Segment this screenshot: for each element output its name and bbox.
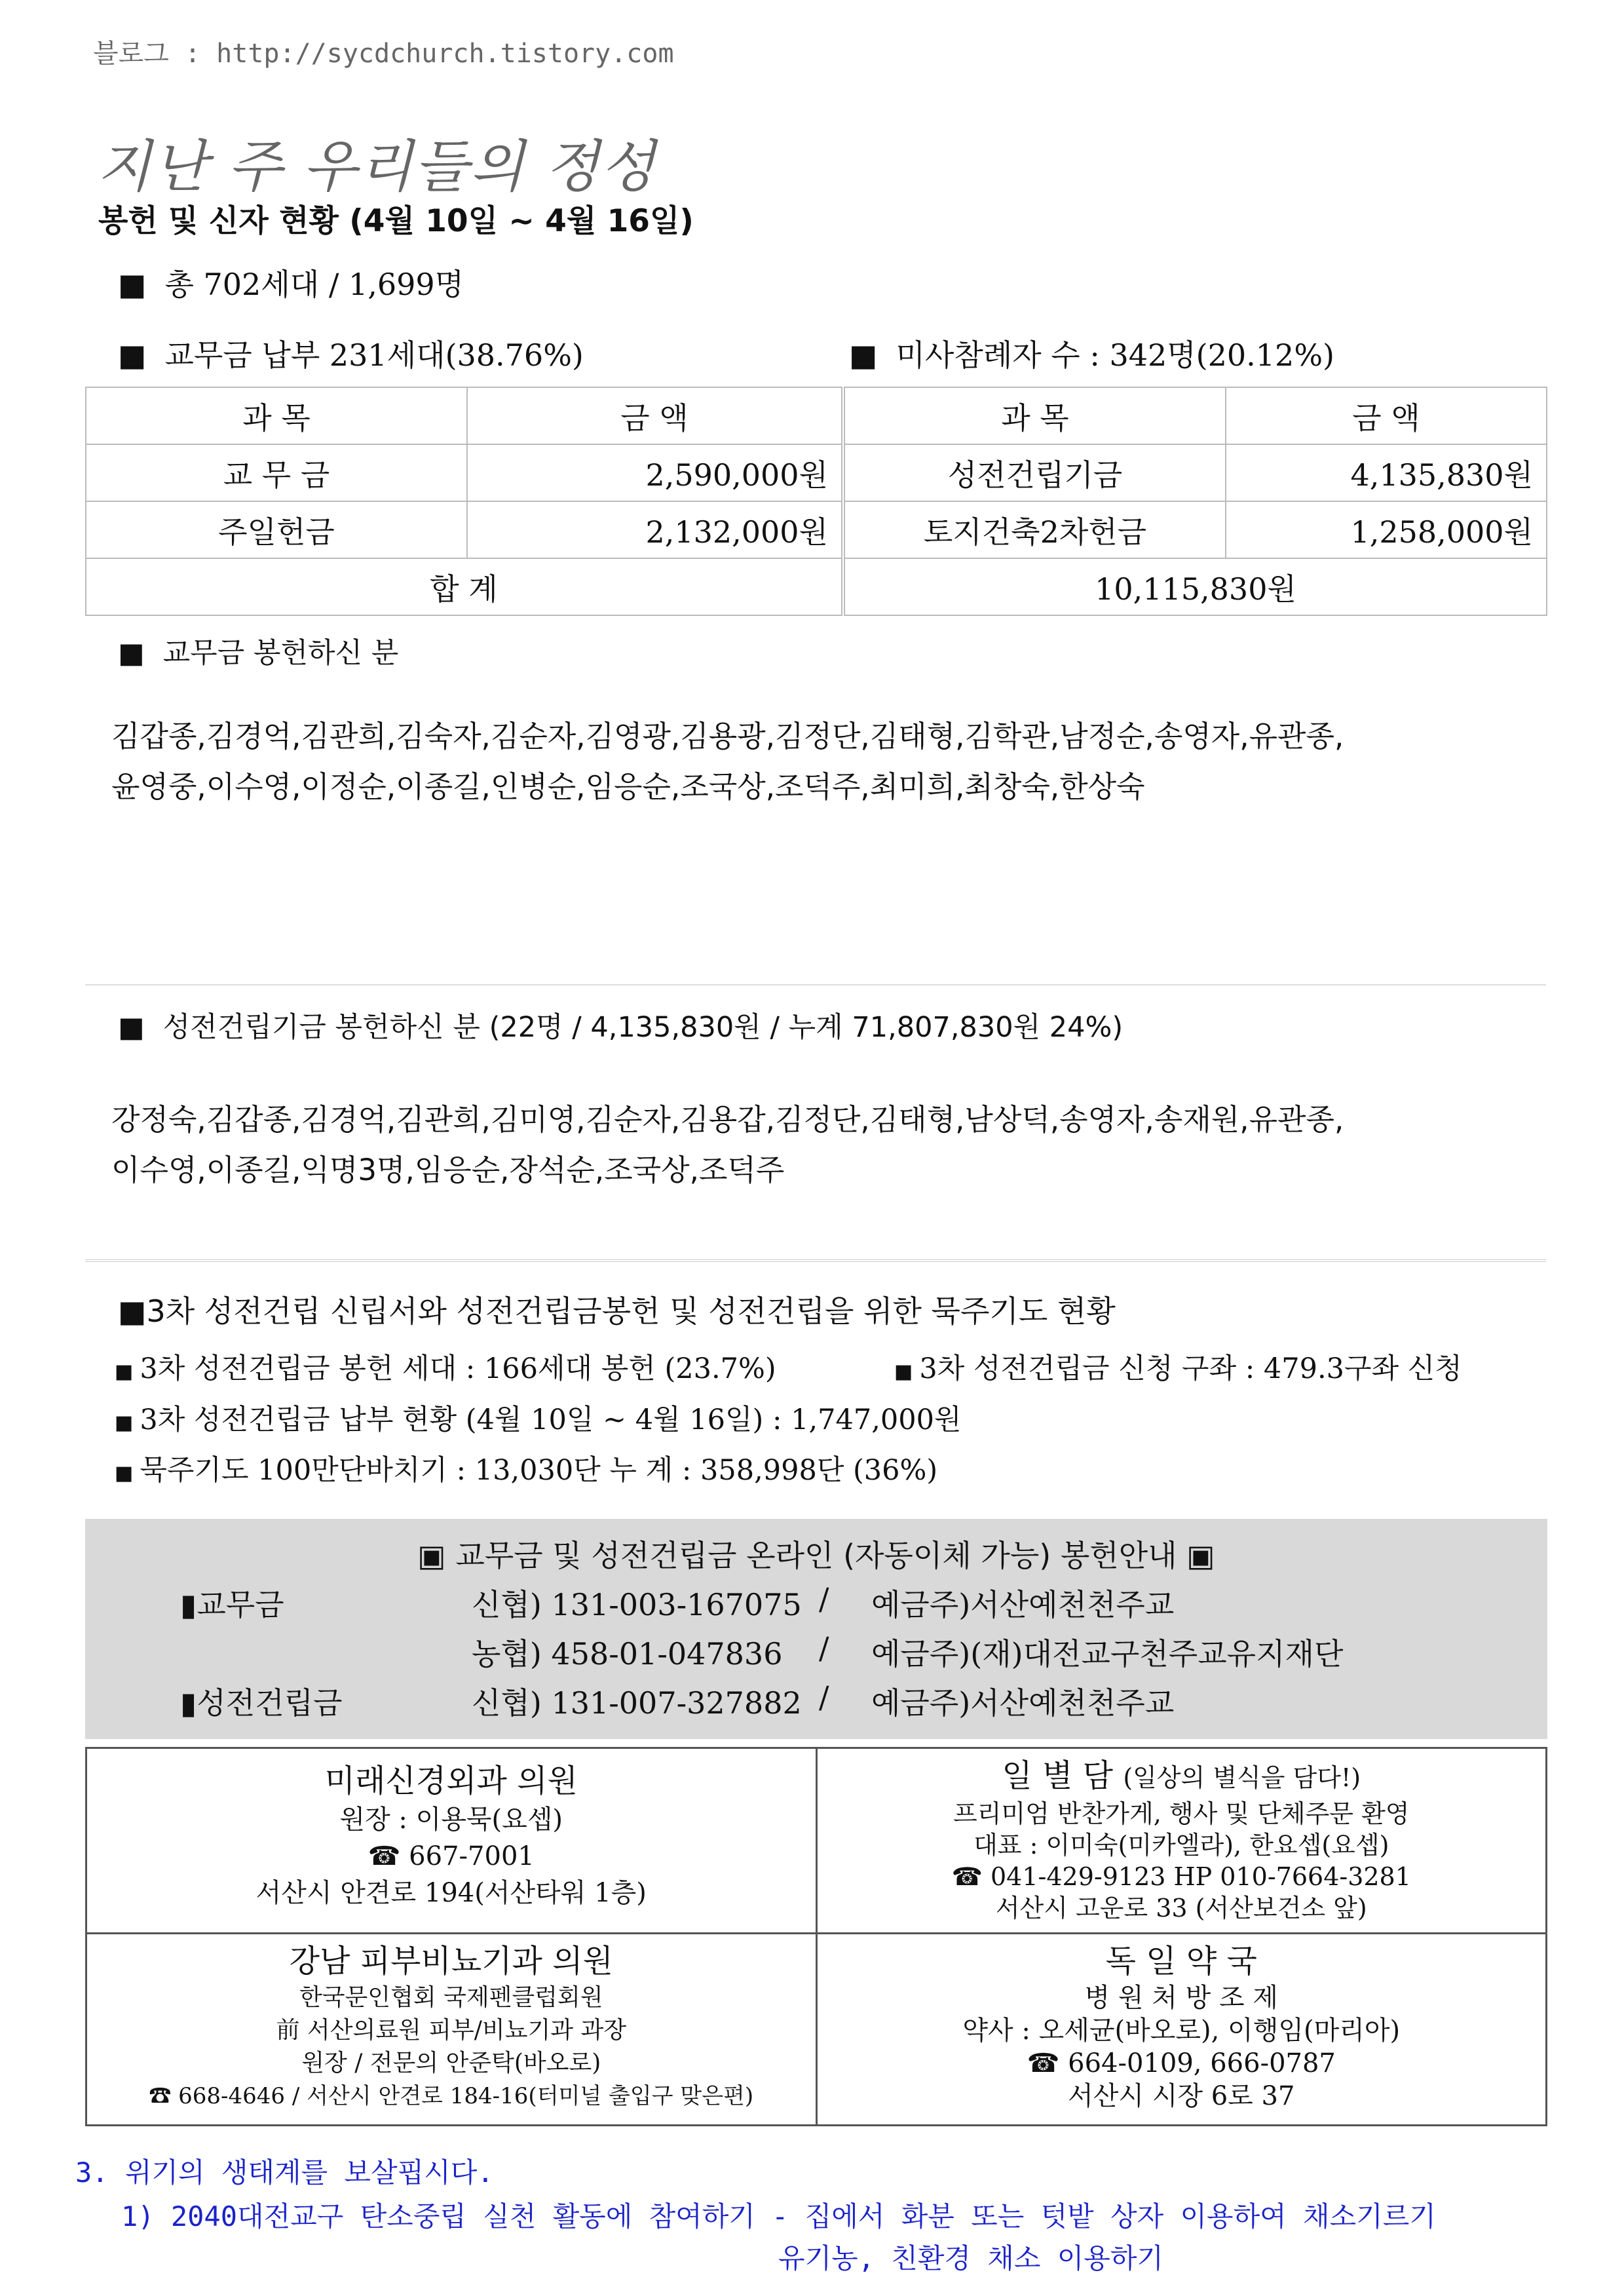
col-header: 과 목 (86, 387, 467, 444)
list-item: 김갑종,김경억,김관희,김숙자,김순자,김영광,김용광,김정단,김태형,김학관,남정순,송영자,유관종, (111, 719, 1344, 754)
ad-line: 프리미엄 반찬가게, 행사 및 단체주문 환영 (953, 1799, 1410, 1828)
table-cell: 주일헌금 (86, 501, 467, 558)
ecology-heading: 3. 위기의 생태계를 보살핍시다. (75, 2156, 494, 2189)
blog-url: 블로그 : http://sycdchurch.tistory.com (93, 39, 674, 69)
table-cell: 성전건립기금 (843, 444, 1226, 501)
boxed-square-icon: ▣ (417, 1538, 446, 1573)
bank-info-heading: ▣ 교무금 및 성전건립금 온라인 (자동이체 가능) 봉헌안내 ▣ (417, 1538, 1215, 1573)
bullet-icon: ■ (118, 1293, 147, 1329)
table-row (86, 444, 1547, 501)
ad-line: 병 원 처 방 조 제 (1084, 1983, 1278, 2013)
ad-address: 서산시 시장 6로 37 (1068, 2081, 1295, 2111)
table-total-row (86, 558, 1547, 615)
tithe-donors-heading: ■ 교무금 봉헌하신 분 (118, 637, 399, 670)
ad-line: 원장 : 이용묵(요셉) (339, 1805, 563, 1835)
bullet-icon: ■ (115, 1411, 134, 1434)
account-number: 농협) 458-01-047836 (472, 1636, 783, 1672)
divider (85, 984, 1546, 985)
table-cell: 2,590,000원 (467, 444, 843, 501)
total-label: 합 계 (86, 558, 843, 615)
bar-icon: ▮ (180, 1685, 197, 1721)
page-title: 지난 주 우리들의 정성 (97, 134, 656, 200)
table-cell: 2,132,000원 (467, 501, 843, 558)
list-item: 이수영,이종길,익명3명,임응순,장석순,조국상,조덕주 (111, 1153, 785, 1187)
bullet-icon: ■ (115, 1462, 134, 1485)
ad-phone: ☎ 664-0109, 666-0787 (1027, 2048, 1336, 2078)
bullet-icon: ■ (894, 1360, 913, 1383)
bullet-icon: ■ (115, 1360, 134, 1383)
slash: / (819, 1679, 829, 1715)
ad-line: 대표 : 이미숙(미카엘라), 한요셉(요셉) (973, 1831, 1389, 1860)
col-header: 과 목 (843, 387, 1226, 444)
boxed-square-icon: ▣ (1186, 1538, 1215, 1573)
building-donor-list (111, 1094, 1605, 1195)
ad-line: 원장 / 전문의 안준탁(바오로) (301, 2050, 601, 2076)
bullet-icon: ■ (849, 337, 878, 373)
ad-title: 강남 피부비뇨기과 의원 (289, 1943, 613, 1980)
col-header: 금 액 (467, 387, 843, 444)
ecology-item-cont: 유기농, 친환경 채소 이용하기 (778, 2242, 1164, 2274)
ecology-item: 1) 2040대전교구 탄소중립 실천 활동에 참여하기 - 집에서 화분 또는 텃밭 상자 이용하여 채소기르기 (121, 2200, 1436, 2232)
page-subtitle: 봉헌 및 신자 현황 (4월 10일 ~ 4월 16일) (98, 203, 694, 239)
table-cell: 1,258,000원 (1226, 501, 1547, 558)
total-households: ■ 총 702세대 / 1,699명 (118, 267, 464, 302)
table-cell: 4,135,830원 (1226, 444, 1547, 501)
list-item: 윤영중,이수영,이정순,이종길,인병순,임응순,조국상,조덕주,최미희,최창숙,한상숙 (111, 769, 1145, 804)
ad-address: 서산시 안견로 194(서산타워 1층) (255, 1878, 647, 1908)
tithe-summary: ■ 교무금 납부 231세대(38.76%) (118, 337, 584, 373)
account-holder: 예금주)서산예천천주교 (871, 1587, 1175, 1622)
mass-attendance: ■ 미사참례자 수 : 342명(20.12%) (849, 337, 1334, 373)
ad-line: 前 서산의료원 피부/비뇨기과 과장 (276, 2017, 627, 2044)
building-account-label: ▮성전건립금 (180, 1685, 343, 1721)
table-cell: 토지건축2차헌금 (843, 501, 1226, 558)
offering-table (85, 387, 1547, 616)
ad-line: 약사 : 오세균(바오로), 이행임(마리아) (962, 2016, 1401, 2046)
building-donors-heading: ■ 성전건립기금 봉헌하신 분 (22명 / 4,135,830원 / 누계 71,807,830원 24%) (118, 1011, 1124, 1044)
tithe-donor-list (111, 711, 1605, 812)
third-building-heading: ■3차 성전건립 신립서와 성전건립금봉헌 및 성전건립을 위한 묵주기도 현황 (118, 1293, 1116, 1329)
ads-table (85, 1747, 1547, 2126)
col-header: 금 액 (1226, 387, 1547, 444)
table-header-row (86, 387, 1547, 444)
account-number: 신협) 131-003-167075 (472, 1587, 802, 1622)
list-item: 강정숙,김갑종,김경억,김관희,김미영,김순자,김용갑,김정단,김태형,남상덕,송영자,송재원,유관종, (111, 1102, 1344, 1137)
slash: / (819, 1630, 829, 1666)
third-building-item: ■ 3차 성전건립금 신청 구좌 : 479.3구좌 신청 (894, 1352, 1462, 1385)
third-building-item: ■ 3차 성전건립금 봉헌 세대 : 166세대 봉헌 (23.7%) (115, 1352, 776, 1385)
third-building-item: ■ 3차 성전건립금 납부 현황 (4월 10일 ~ 4월 16일) : 1,747,000원 (115, 1404, 962, 1436)
ad-phone: ☎ 041-429-9123 HP 010-7664-3281 (951, 1862, 1411, 1891)
ad-side-dish-shop (816, 1748, 1547, 1934)
table-row (86, 501, 1547, 558)
ad-title: 일 별 담 (일상의 별식을 담다!) (1002, 1757, 1361, 1794)
ad-title: 미래신경외과 의원 (324, 1763, 578, 1799)
ad-title: 독 일 약 국 (1105, 1943, 1257, 1980)
total-value: 10,115,830원 (843, 558, 1547, 615)
table-cell: 교 무 금 (86, 444, 467, 501)
ad-line: 한국문인협회 국제펜클럽회원 (299, 1984, 603, 2011)
ad-address: ☎ 668-4646 / 서산시 안견로 184-16(터미널 출입구 맞은편) (149, 2083, 754, 2109)
bullet-icon: ■ (118, 337, 147, 373)
ad-address: 서산시 고운로 33 (서산보건소 앞) (995, 1894, 1367, 1923)
bullet-icon: ■ (118, 267, 147, 302)
ad-clinic-derm (86, 1934, 817, 2126)
bullet-icon: ■ (118, 637, 145, 670)
third-building-item: ■ 묵주기도 100만단바치기 : 13,030단 누 계 : 358,998단 (36%) (115, 1454, 938, 1487)
account-holder: 예금주)(재)대전교구천주교유지재단 (871, 1636, 1344, 1672)
divider (85, 1259, 1546, 1262)
slash: / (819, 1581, 829, 1617)
tithe-account-label: ▮교무금 (180, 1587, 284, 1622)
ad-pharmacy (816, 1934, 1547, 2126)
ad-phone: ☎ 667-7001 (368, 1841, 535, 1871)
ad-clinic-neuro (86, 1748, 817, 1934)
account-number: 신협) 131-007-327882 (472, 1685, 802, 1721)
bullet-icon: ■ (118, 1011, 145, 1044)
bar-icon: ▮ (180, 1587, 197, 1622)
account-holder: 예금주)서산예천천주교 (871, 1685, 1175, 1721)
bank-info-box (85, 1519, 1547, 1739)
